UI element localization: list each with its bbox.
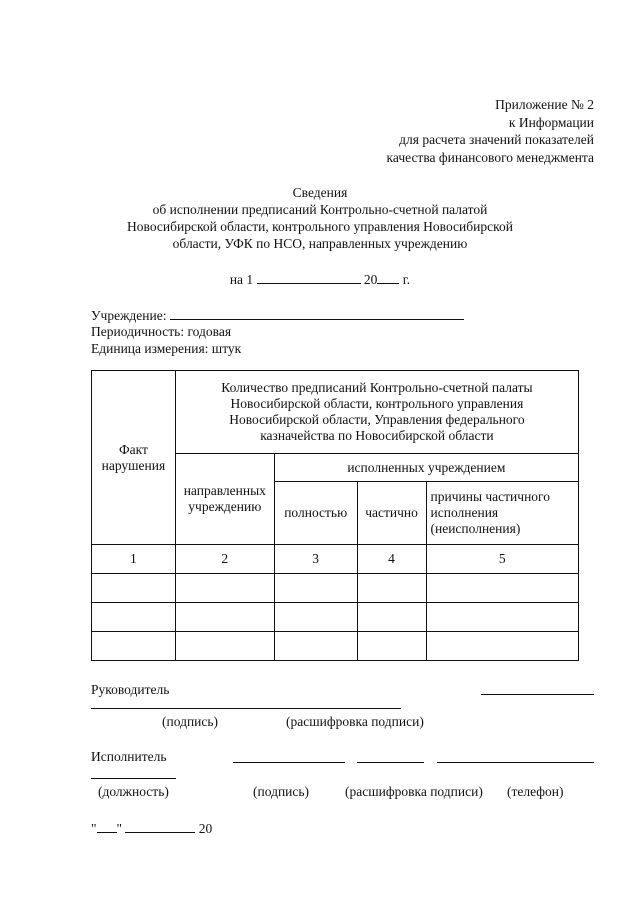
col-number: 2 bbox=[175, 545, 274, 574]
table-row bbox=[92, 574, 579, 603]
institution-field bbox=[91, 306, 464, 324]
table-cell[interactable] bbox=[92, 632, 176, 661]
table-cell[interactable] bbox=[357, 574, 426, 603]
footer-date bbox=[91, 819, 212, 837]
title-line-3: Новосибирской области, контрольного управления Новосибирской bbox=[127, 219, 513, 234]
date-year-blank[interactable] bbox=[377, 270, 399, 284]
table-number-row bbox=[92, 545, 579, 574]
table-cell[interactable] bbox=[92, 603, 176, 632]
periodicity: Периодичность: годовая bbox=[91, 324, 232, 339]
table-row bbox=[92, 603, 579, 632]
executor-name-blank[interactable] bbox=[357, 762, 424, 763]
executor-phone-blank[interactable] bbox=[437, 762, 594, 763]
table-cell[interactable] bbox=[274, 632, 357, 661]
table-cell[interactable] bbox=[426, 632, 579, 661]
caption-phone: (телефон) bbox=[507, 784, 564, 799]
header-reasons: причины частичного исполнения (неисполнения) bbox=[426, 482, 579, 545]
head-name-blank[interactable] bbox=[91, 708, 401, 709]
header-fact: Факт нарушения bbox=[92, 371, 176, 545]
executor-label: Исполнитель bbox=[91, 749, 167, 764]
table-cell[interactable] bbox=[92, 574, 176, 603]
caption-sign: (подпись) bbox=[253, 784, 310, 799]
date-year-prefix: 20 bbox=[363, 272, 378, 287]
institution-blank[interactable] bbox=[170, 306, 464, 320]
footer-year: 20 bbox=[198, 821, 213, 836]
unit-of-measure: Единица измерения: штук bbox=[91, 341, 242, 356]
col-number: 1 bbox=[92, 545, 176, 574]
caption-position: (должность) bbox=[98, 784, 169, 799]
table-cell[interactable] bbox=[426, 574, 579, 603]
table-cell[interactable] bbox=[426, 603, 579, 632]
footer-day-blank[interactable] bbox=[97, 819, 117, 833]
footer-month-blank[interactable] bbox=[125, 819, 195, 833]
table-cell[interactable] bbox=[175, 632, 274, 661]
title-line-4: области, УФК по НСО, направленных учреждению bbox=[172, 236, 468, 251]
title-line-2: об исполнении предписаний Контрольно-счетной палатой bbox=[152, 202, 488, 217]
table-cell[interactable] bbox=[175, 603, 274, 632]
table-cell[interactable] bbox=[357, 603, 426, 632]
col-number: 5 bbox=[426, 545, 579, 574]
table-cell[interactable] bbox=[274, 603, 357, 632]
executor-sign-blank[interactable] bbox=[233, 762, 345, 763]
title-line-1: Сведения bbox=[292, 185, 348, 200]
date-prefix: на 1 bbox=[229, 272, 254, 287]
table-row bbox=[92, 632, 579, 661]
header-sent: направленных учреждению bbox=[175, 454, 274, 545]
institution-label: Учреждение: bbox=[91, 308, 167, 323]
col-number: 4 bbox=[357, 545, 426, 574]
head-caption-sign: (подпись) bbox=[162, 714, 219, 729]
date-day-month-blank[interactable] bbox=[257, 270, 361, 284]
appendix-line-3: для расчета значений показателей bbox=[399, 132, 594, 147]
table-cell[interactable] bbox=[175, 574, 274, 603]
footer-date-open-quote: " bbox=[91, 821, 97, 836]
table-cell[interactable] bbox=[274, 574, 357, 603]
header-group: Количество предписаний Контрольно-счетной палаты Новосибирской области, контрольного управления Новосибирской области, Управления федерального казначейства по Новосибирской области bbox=[175, 371, 578, 454]
executor-position-blank[interactable] bbox=[91, 778, 176, 779]
appendix-line-1: Приложение № 2 bbox=[495, 97, 594, 112]
header-executed: исполненных учреждением bbox=[274, 454, 578, 482]
table-cell[interactable] bbox=[357, 632, 426, 661]
appendix-line-4: качества финансового менеджмента bbox=[386, 150, 594, 165]
caption-decode: (расшифровка подписи) bbox=[345, 784, 483, 799]
header-fully: полностью bbox=[274, 482, 357, 545]
date-suffix: г. bbox=[402, 272, 411, 287]
col-number: 3 bbox=[274, 545, 357, 574]
prescriptions-table bbox=[91, 370, 579, 661]
head-label: Руководитель bbox=[91, 682, 170, 697]
footer-date-close-quote: " bbox=[116, 821, 123, 836]
head-sign-blank[interactable] bbox=[481, 694, 594, 695]
head-caption-decode: (расшифровка подписи) bbox=[286, 714, 424, 729]
appendix-line-2: к Информации bbox=[508, 115, 594, 130]
date-line bbox=[0, 270, 640, 288]
header-partially: частично bbox=[357, 482, 426, 545]
